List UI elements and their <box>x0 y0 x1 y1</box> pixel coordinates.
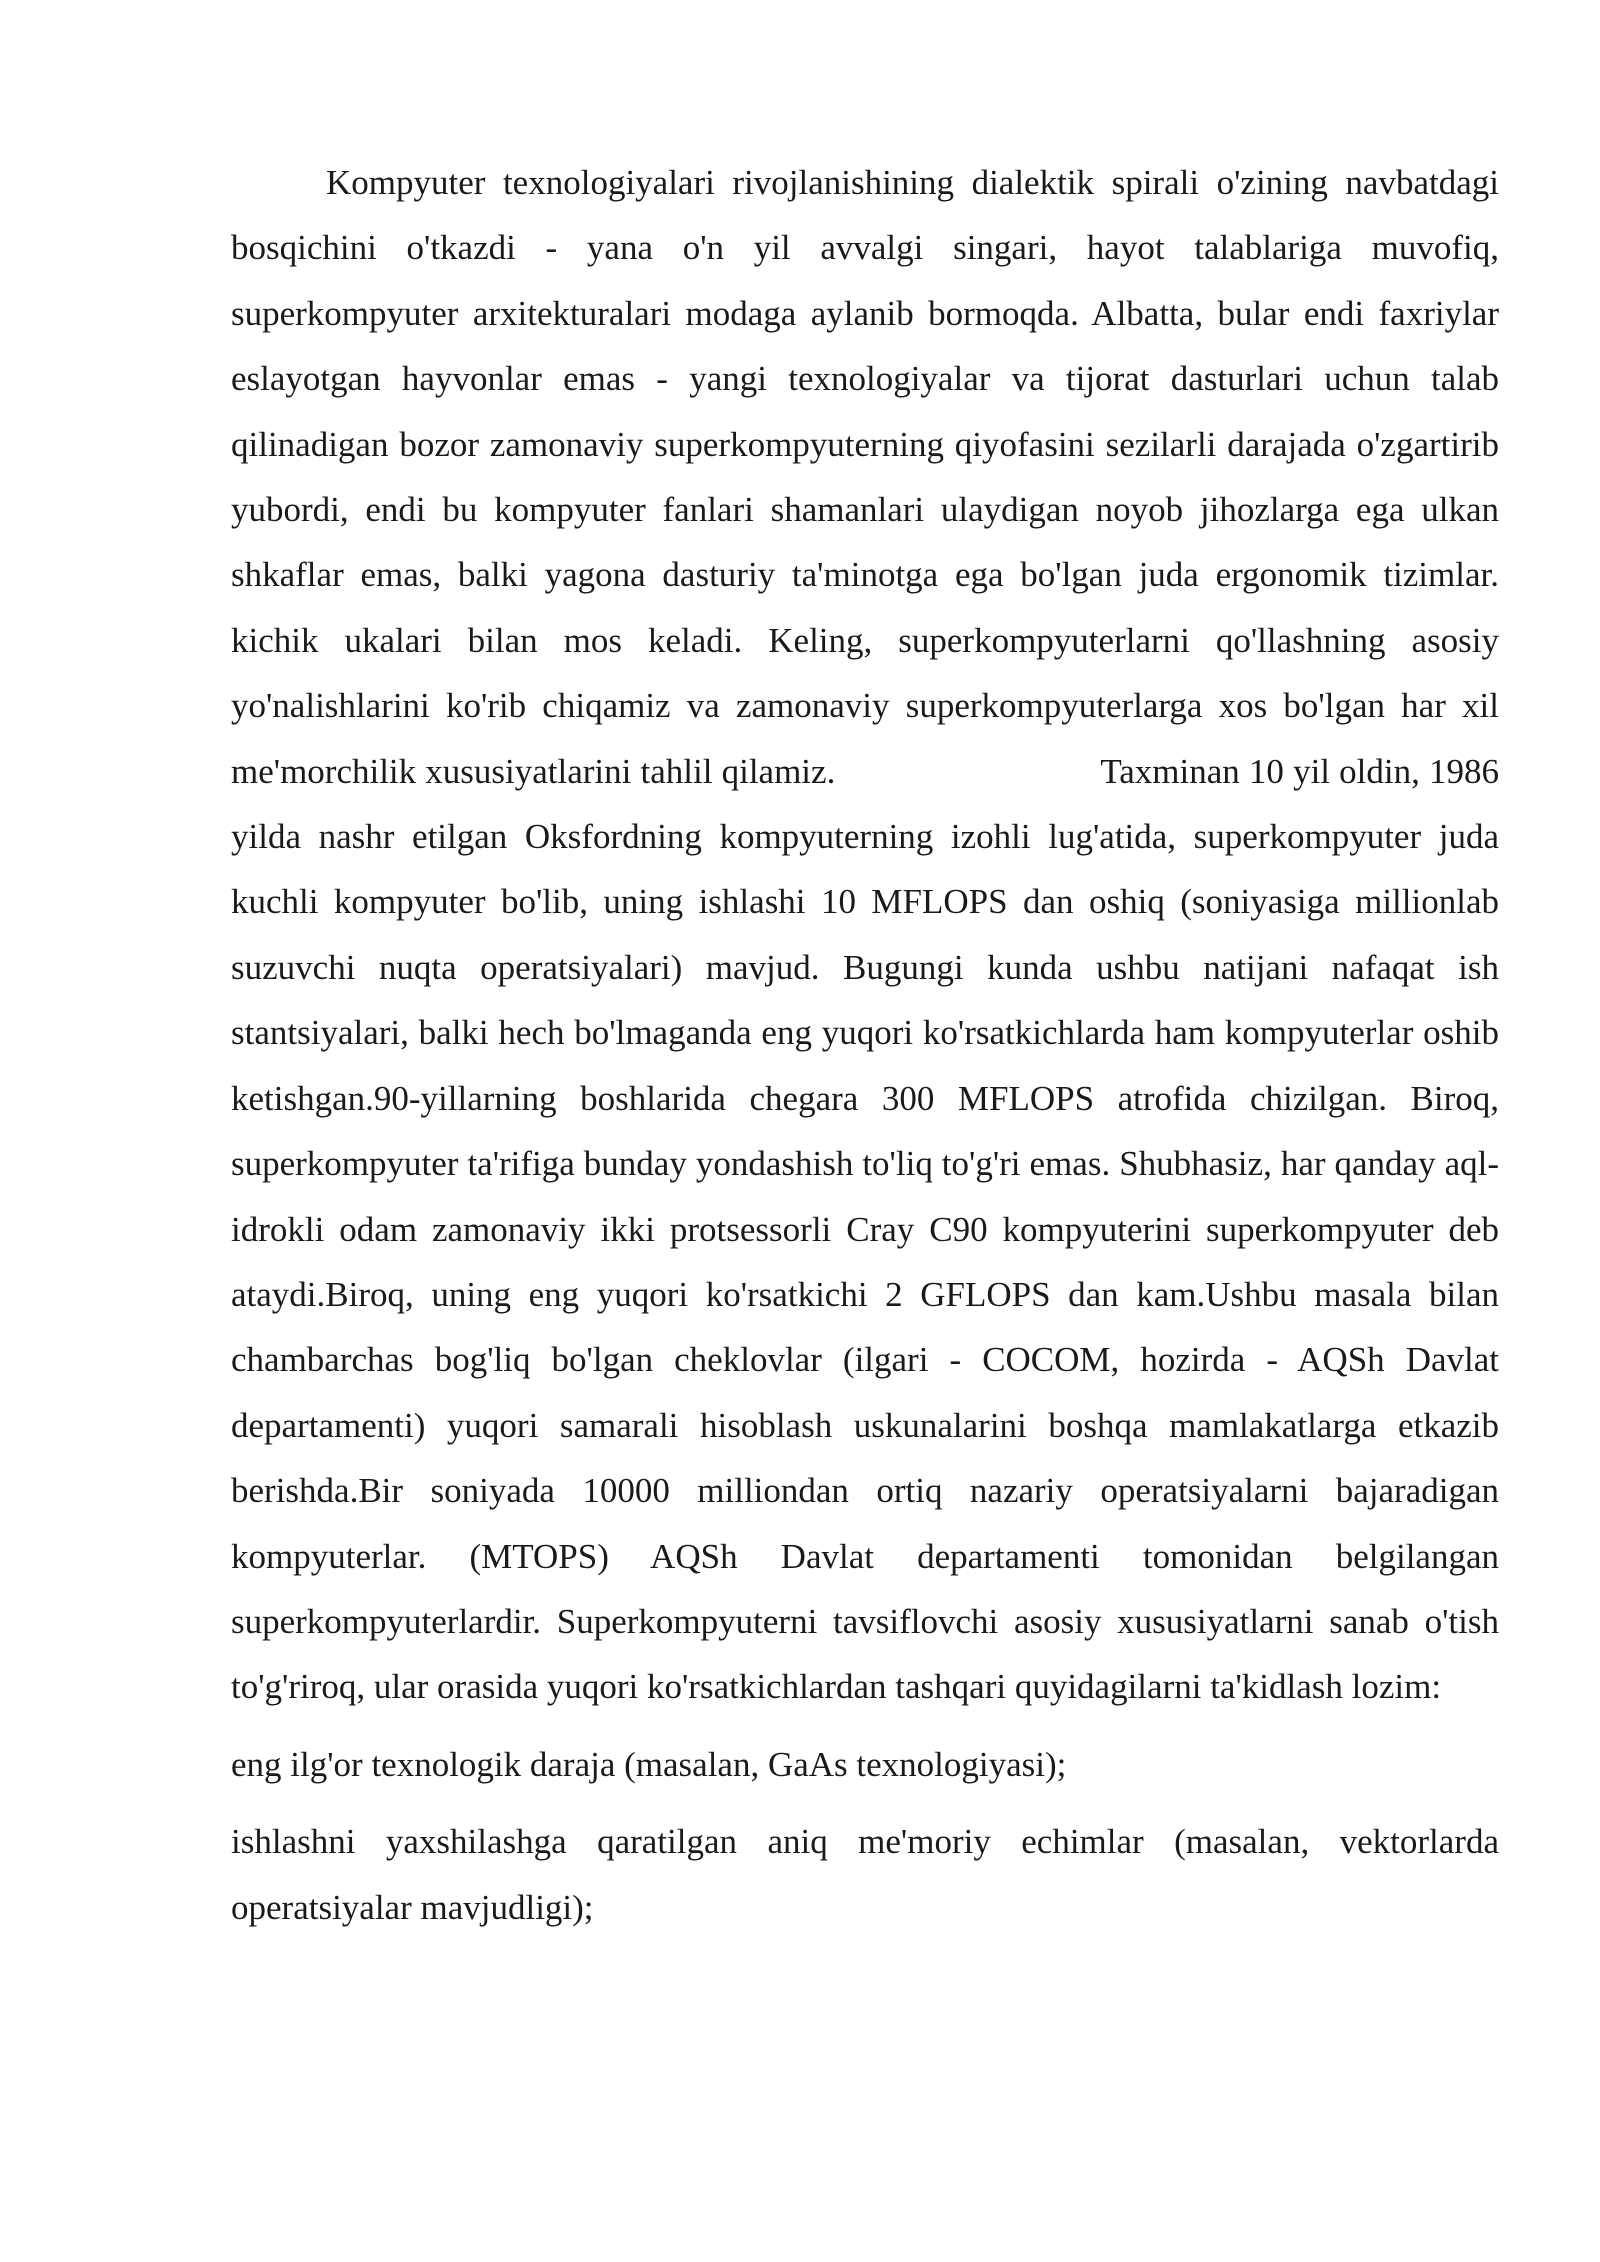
list-item: ishlashni yaxshilashga qaratilgan aniq me'moriy echimlar (masalan, vektorlarda operatsiyalar mavjudligi); <box>231 1822 1499 1927</box>
list-item: eng ilg'or texnologik daraja (masalan, GaAs texnologiyasi); <box>231 1744 1067 1784</box>
body-paragraph <box>231 150 1499 1720</box>
paragraph-text-part-1: Kompyuter texnologiyalari rivojlanishining dialektik spirali o'zining navbatdagi bosqichini o'tkazdi - yana o'n yil avvalgi singari, hayot talablariga muvofiq, superkompyuter arxitekturalari modaga aylanib bormoqda. Albatta, bular endi faxriylar eslayotgan hayvonlar emas - yangi texnologiyalar va tijorat dasturlari uchun talab qilinadigan bozor zamonaviy superkompyuterning qiyofasini sezilarli darajada o'zgartirib yubordi, endi bu kompyuter fanlari shamanlari ulaydigan noyob jihozlarga ega ulkan shkaflar emas, balki yagona dasturiy ta'minotga ega bo'lgan juda ergonomik tizimlar. kichik ukalari bilan mos keladi. Keling, superkompyuterlarni qo'llashning asosiy yo'nalishlarini ko'rib chiqamiz va zamonaviy superkompyuterlarga xos bo'lgan har xil me'morchilik xususiyatlarini tahlil qilamiz. <box>231 163 1499 791</box>
paragraph-text-part-2: Taxminan 10 yil oldin, 1986 yilda nashr etilgan Oksfordning kompyuterning izohli lug'atida, superkompyuter juda kuchli kompyuter bo'lib, uning ishlashi 10 MFLOPS dan oshiq (soniyasiga millionlab suzuvchi nuqta operatsiyalari) mavjud. Bugungi kunda ushbu natijani nafaqat ish stantsiyalari, balki hech bo'lmaganda eng yuqori ko'rsatkichlarda ham kompyuterlar oshib ketishgan.90-yillarning boshlarida chegara 300 MFLOPS atrofida chizilgan. Biroq, superkompyuter ta'rifiga bunday yondashish to'liq to'g'ri emas. Shubhasiz, har qanday aql-idrokli odam zamonaviy ikki protsessorli Cray C90 kompyuterini superkompyuter deb ataydi.Biroq, uning eng yuqori ko'rsatkichi 2 GFLOPS dan kam.Ushbu masala bilan chambarchas bog'liq bo'lgan cheklovlar (ilgari - COCOM, hozirda - AQSh Davlat departamenti) yuqori samarali hisoblash uskunalarini boshqa mamlakatlarga etkazib berishda.Bir soniyada 10000 milliondan ortiq nazariy operatsiyalarni bajaradigan kompyuterlar. (MTOPS) AQSh Davlat departamenti tomonidan belgilangan superkompyuterlardir. Superkompyuterni tavsiflovchi asosiy xususiyatlarni sanab o'tish to'g'riroq, ular orasida yuqori ko'rsatkichlardan tashqari quyidagilarni ta'kidlash lozim: <box>231 751 1499 1707</box>
document-body <box>231 150 1499 1940</box>
